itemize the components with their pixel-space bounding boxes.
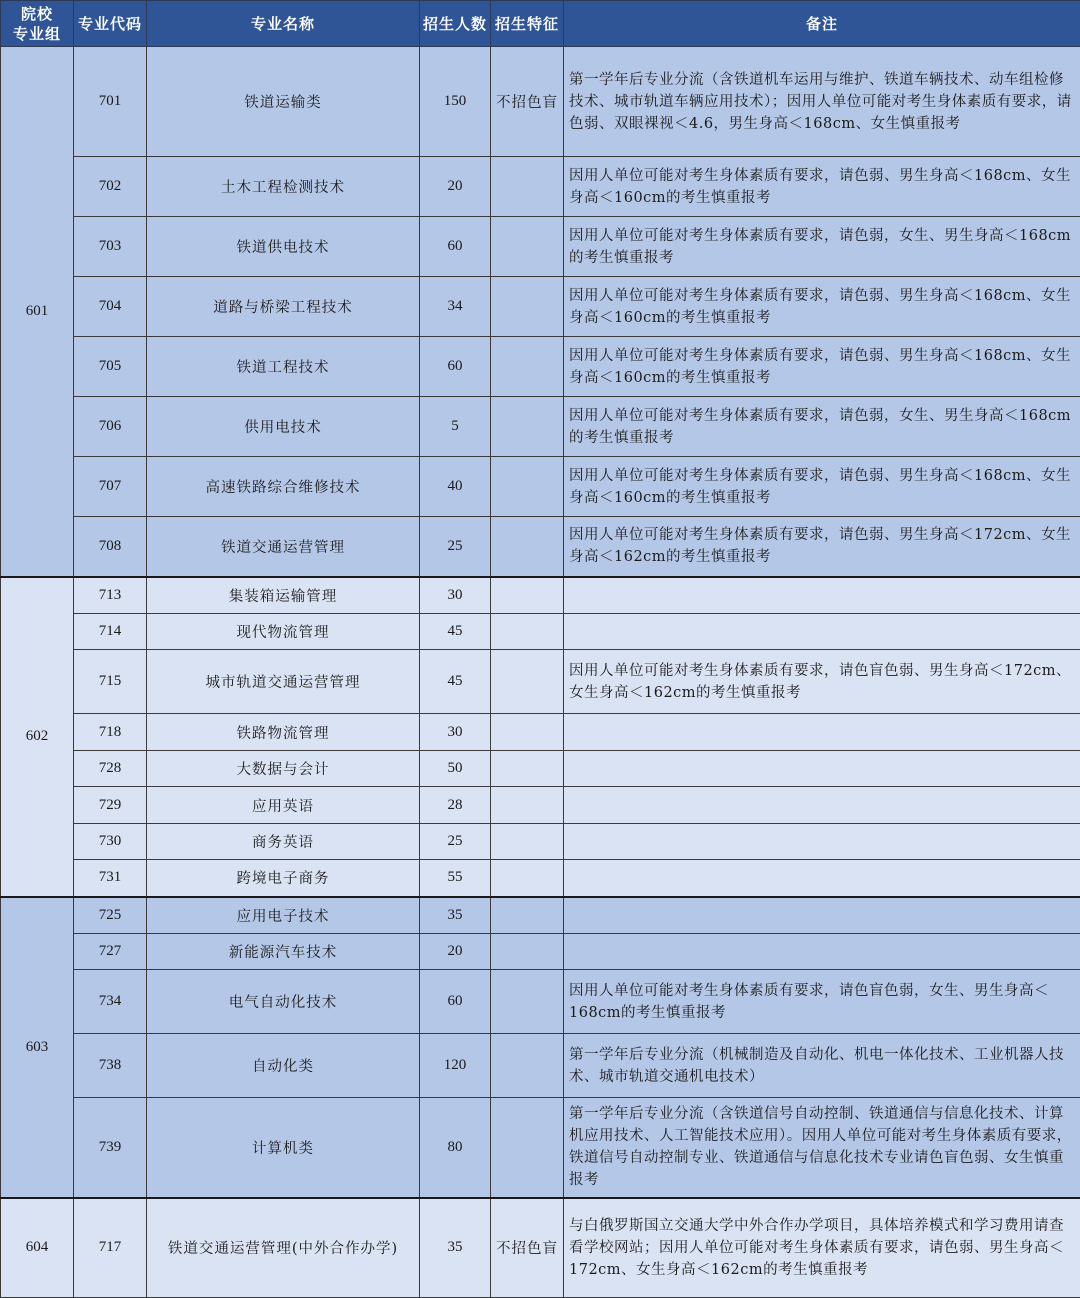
- enroll-feature: [491, 714, 564, 751]
- table-row: [1, 47, 1080, 157]
- group-id: 603: [1, 897, 74, 1198]
- major-name: 电气自动化技术: [147, 970, 420, 1034]
- header-code: 专业代码: [74, 1, 147, 47]
- header-count: 招生人数: [420, 1, 491, 47]
- enroll-feature: [491, 824, 564, 860]
- remark: 因用人单位可能对考生身体素质有要求，请色弱，女生、男生身高＜168cm的考生慎重报考: [564, 217, 1080, 277]
- major-name: 铁道交通运营管理(中外合作办学): [147, 1198, 420, 1298]
- remark: 因用人单位可能对考生身体素质有要求，请色弱、男生身高＜172cm、女生身高＜162cm的考生慎重报考: [564, 517, 1080, 577]
- table-row: [1, 614, 1080, 650]
- remark: 第一学年后专业分流（含铁道机车运用与维护、铁道车辆技术、动车组检修技术、城市轨道车辆应用技术）；因用人单位可能对考生身体素质有要求，请色弱、双眼裸视＜4.6，男生身高＜168cm、女生慎重报考: [564, 47, 1080, 157]
- remark: 与白俄罗斯国立交通大学中外合作办学项目，具体培养模式和学习费用请查看学校网站；因用人单位可能对考生身体素质有要求，请色弱、男生身高＜172cm、女生身高＜162cm的考生慎重报考: [564, 1198, 1080, 1298]
- table-row: [1, 787, 1080, 824]
- enroll-feature: 不招色盲: [491, 1198, 564, 1298]
- major-name: 跨境电子商务: [147, 860, 420, 897]
- remark: [564, 787, 1080, 824]
- major-code: 725: [74, 897, 147, 934]
- table-row: [1, 457, 1080, 517]
- enroll-count: 45: [420, 650, 491, 714]
- enroll-feature: [491, 157, 564, 217]
- enroll-count: 60: [420, 217, 491, 277]
- table-row: [1, 1198, 1080, 1298]
- table-row: [1, 751, 1080, 787]
- major-name: 铁道交通运营管理: [147, 517, 420, 577]
- enroll-count: 25: [420, 824, 491, 860]
- table-row: [1, 970, 1080, 1034]
- enroll-count: 45: [420, 614, 491, 650]
- enroll-count: 60: [420, 337, 491, 397]
- major-code: 739: [74, 1098, 147, 1198]
- enroll-feature: [491, 457, 564, 517]
- major-code: 727: [74, 934, 147, 970]
- enroll-count: 50: [420, 751, 491, 787]
- remark: [564, 934, 1080, 970]
- major-code: 731: [74, 860, 147, 897]
- major-code: 701: [74, 47, 147, 157]
- major-code: 717: [74, 1198, 147, 1298]
- table-row: [1, 337, 1080, 397]
- enroll-count: 25: [420, 517, 491, 577]
- major-code: 704: [74, 277, 147, 337]
- enroll-feature: [491, 217, 564, 277]
- enroll-count: 28: [420, 787, 491, 824]
- major-code: 706: [74, 397, 147, 457]
- major-code: 738: [74, 1034, 147, 1098]
- remark: 因用人单位可能对考生身体素质有要求，请色弱、男生身高＜168cm、女生身高＜160cm的考生慎重报考: [564, 157, 1080, 217]
- table-row: [1, 577, 1080, 614]
- group-603: [1, 897, 1080, 1198]
- enroll-feature: [491, 397, 564, 457]
- header-name: 专业名称: [147, 1, 420, 47]
- major-code: 730: [74, 824, 147, 860]
- group-id: 601: [1, 47, 74, 577]
- enroll-count: 55: [420, 860, 491, 897]
- major-name: 商务英语: [147, 824, 420, 860]
- remark: [564, 897, 1080, 934]
- enroll-count: 120: [420, 1034, 491, 1098]
- table-row: [1, 1098, 1080, 1198]
- enroll-count: 30: [420, 714, 491, 751]
- enroll-feature: [491, 1034, 564, 1098]
- major-name: 铁路物流管理: [147, 714, 420, 751]
- table-row: [1, 397, 1080, 457]
- enroll-count: 30: [420, 577, 491, 614]
- enroll-feature: [491, 614, 564, 650]
- enroll-feature: [491, 787, 564, 824]
- remark: 因用人单位可能对考生身体素质有要求，请色弱、男生身高＜168cm、女生身高＜160cm的考生慎重报考: [564, 457, 1080, 517]
- table-row: [1, 217, 1080, 277]
- major-name: 现代物流管理: [147, 614, 420, 650]
- major-name: 铁道供电技术: [147, 217, 420, 277]
- major-name: 计算机类: [147, 1098, 420, 1198]
- enroll-feature: [491, 860, 564, 897]
- table-row: [1, 517, 1080, 577]
- table-row: [1, 934, 1080, 970]
- enroll-count: 20: [420, 934, 491, 970]
- remark: 第一学年后专业分流（含铁道信号自动控制、铁道通信与信息化技术、计算机应用技术、人工智能技术应用）。因用人单位可能对考生身体素质有要求，铁道信号自动控制专业、铁道通信与信息化技术专业请色盲色弱、女生慎重报考: [564, 1098, 1080, 1198]
- enroll-feature: [491, 751, 564, 787]
- enroll-feature: [491, 277, 564, 337]
- major-name: 应用英语: [147, 787, 420, 824]
- major-code: 707: [74, 457, 147, 517]
- group-id: 602: [1, 577, 74, 897]
- remark: [564, 824, 1080, 860]
- remark: 因用人单位可能对考生身体素质有要求，请色弱、男生身高＜168cm、女生身高＜160cm的考生慎重报考: [564, 277, 1080, 337]
- enroll-feature: [491, 970, 564, 1034]
- enroll-count: 60: [420, 970, 491, 1034]
- table-row: [1, 277, 1080, 337]
- major-name: 应用电子技术: [147, 897, 420, 934]
- enroll-count: 35: [420, 1198, 491, 1298]
- remark: [564, 860, 1080, 897]
- enroll-feature: [491, 337, 564, 397]
- table-row: [1, 860, 1080, 897]
- major-code: 708: [74, 517, 147, 577]
- major-code: 714: [74, 614, 147, 650]
- group-id: 604: [1, 1198, 74, 1298]
- major-name: 供用电技术: [147, 397, 420, 457]
- major-name: 道路与桥梁工程技术: [147, 277, 420, 337]
- remark: 因用人单位可能对考生身体素质有要求，请色盲色弱，女生、男生身高＜168cm的考生慎重报考: [564, 970, 1080, 1034]
- header-remark: 备注: [564, 1, 1080, 47]
- remark: [564, 714, 1080, 751]
- enroll-count: 5: [420, 397, 491, 457]
- enroll-count: 35: [420, 897, 491, 934]
- major-name: 土木工程检测技术: [147, 157, 420, 217]
- enroll-feature: [491, 517, 564, 577]
- table-row: [1, 824, 1080, 860]
- enroll-count: 150: [420, 47, 491, 157]
- enroll-count: 80: [420, 1098, 491, 1198]
- enroll-count: 20: [420, 157, 491, 217]
- table-row: [1, 897, 1080, 934]
- enroll-feature: [491, 650, 564, 714]
- table-row: [1, 1034, 1080, 1098]
- enroll-feature: [491, 897, 564, 934]
- enroll-feature: 不招色盲: [491, 47, 564, 157]
- major-name: 铁道工程技术: [147, 337, 420, 397]
- remark: 第一学年后专业分流（机械制造及自动化、机电一体化技术、工业机器人技术、城市轨道交通机电技术）: [564, 1034, 1080, 1098]
- enroll-feature: [491, 934, 564, 970]
- major-name: 高速铁路综合维修技术: [147, 457, 420, 517]
- major-name: 集装箱运输管理: [147, 577, 420, 614]
- remark: 因用人单位可能对考生身体素质有要求，请色盲色弱、男生身高＜172cm、女生身高＜162cm的考生慎重报考: [564, 650, 1080, 714]
- table-row: [1, 157, 1080, 217]
- table-row: [1, 714, 1080, 751]
- major-code: 729: [74, 787, 147, 824]
- major-code: 703: [74, 217, 147, 277]
- enroll-count: 34: [420, 277, 491, 337]
- major-code: 715: [74, 650, 147, 714]
- enroll-feature: [491, 1098, 564, 1198]
- major-name: 大数据与会计: [147, 751, 420, 787]
- remark: [564, 751, 1080, 787]
- remark: 因用人单位可能对考生身体素质有要求，请色弱、男生身高＜168cm、女生身高＜160cm的考生慎重报考: [564, 337, 1080, 397]
- remark: [564, 577, 1080, 614]
- header-group: 院校 专业组: [1, 1, 74, 47]
- major-code: 734: [74, 970, 147, 1034]
- major-code: 728: [74, 751, 147, 787]
- enroll-count: 40: [420, 457, 491, 517]
- group-604: [1, 1198, 1080, 1298]
- major-code: 718: [74, 714, 147, 751]
- major-code: 713: [74, 577, 147, 614]
- major-code: 702: [74, 157, 147, 217]
- major-name: 自动化类: [147, 1034, 420, 1098]
- header-feature: 招生特征: [491, 1, 564, 47]
- remark: 因用人单位可能对考生身体素质有要求，请色弱，女生、男生身高＜168cm的考生慎重报考: [564, 397, 1080, 457]
- table-row: [1, 650, 1080, 714]
- major-name: 铁道运输类: [147, 47, 420, 157]
- header-row: [1, 1, 1080, 47]
- enroll-feature: [491, 577, 564, 614]
- major-name: 城市轨道交通运营管理: [147, 650, 420, 714]
- major-code: 705: [74, 337, 147, 397]
- remark: [564, 614, 1080, 650]
- major-name: 新能源汽车技术: [147, 934, 420, 970]
- group-602: [1, 577, 1080, 897]
- group-601: [1, 47, 1080, 577]
